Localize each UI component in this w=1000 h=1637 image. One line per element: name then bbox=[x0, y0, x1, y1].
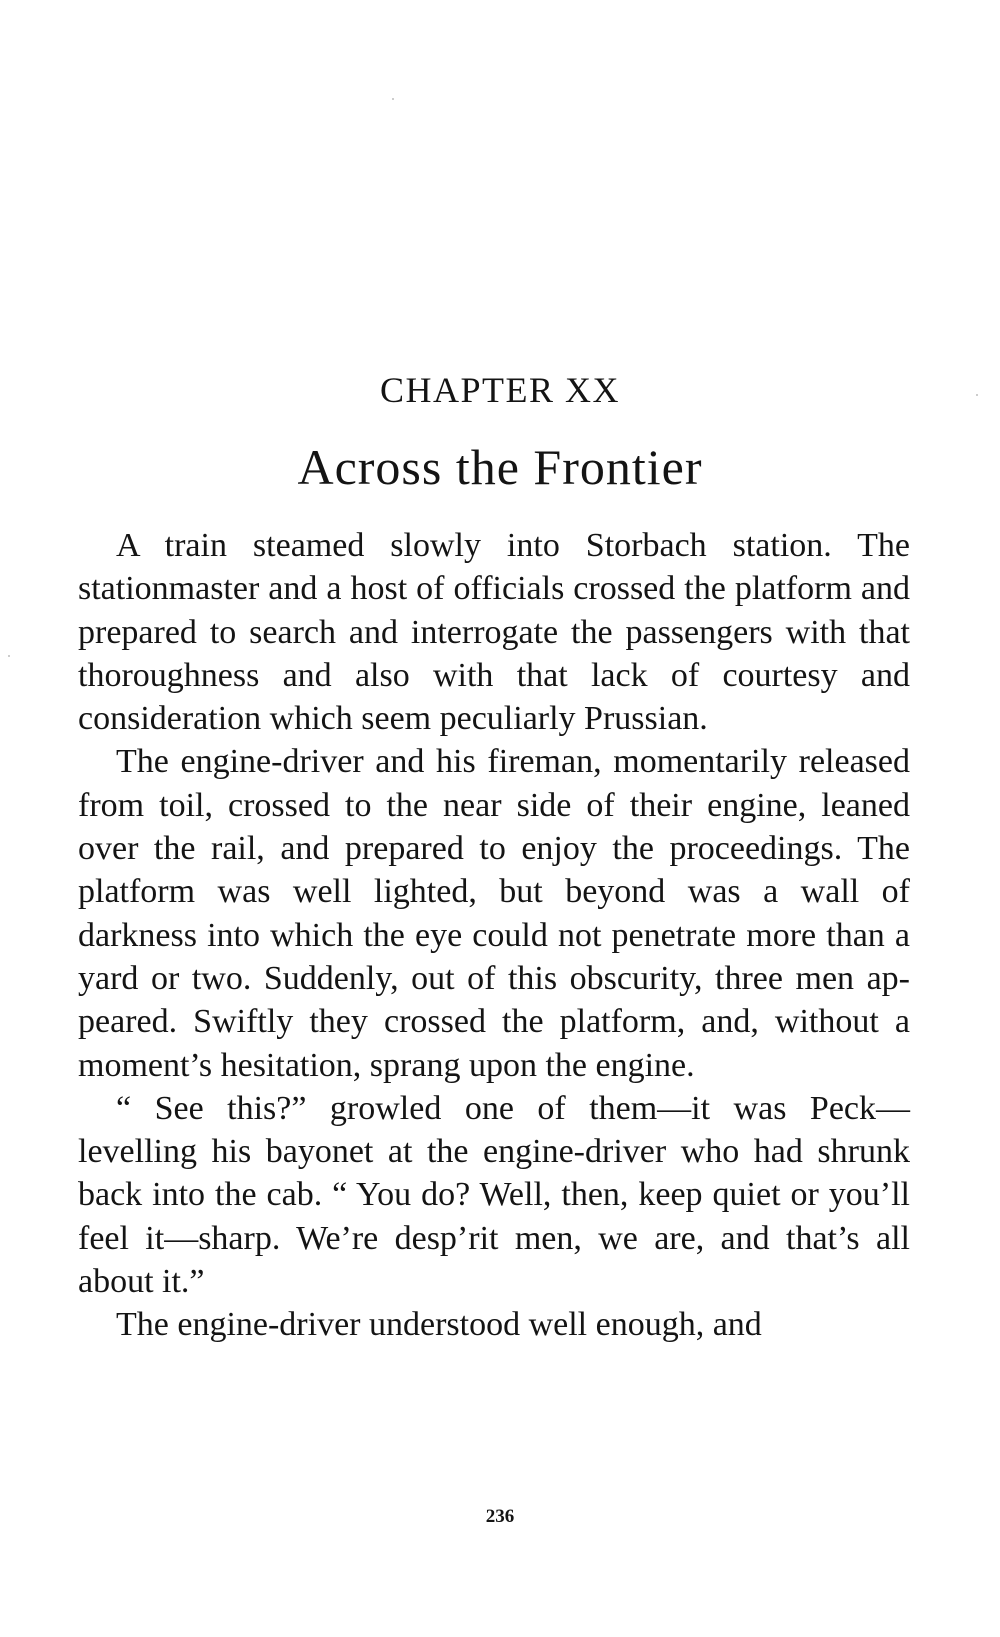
paragraph-2: The engine-driver and his fireman, momentarily released from toil, crossed to the near side of their engine, leaned over the rail, and prepared to enjoy the proceedings. The platform was well lighted, but beyond was a wall of darkness into which the eye could not penetrate more than a yard or two. Suddenly, out of this obscurity, three men appeared. Swiftly they crossed the platform, and, without a moment’s hesitation, sprang upon the engine. bbox=[78, 743, 910, 1084]
paper-speck bbox=[8, 655, 10, 657]
paragraph-3: “ See this?” growled one of them—it was Peck— levelling his bayonet at the engine-driver who had shrunk back into the cab. “ You do? Well, then, keep quiet or you’ll feel it—sharp. We’re desp’rit men, we are, and that’s all about it.” bbox=[78, 1089, 910, 1301]
paragraph-4: The engine-driver understood well enough, and bbox=[116, 1306, 762, 1344]
chapter-title: Across the Frontier bbox=[297, 439, 703, 495]
paragraph-1: A train steamed slowly into Storbach station. The stationmaster and a host of officials crossed the platform and prepared to search and interrogate the passengers with that thoroughness and also with that lack of courtesy and consideration which seem peculiarly Prussian. bbox=[78, 527, 910, 738]
body-text bbox=[78, 524, 910, 1347]
page-number: 236 bbox=[485, 1506, 515, 1527]
chapter-label: CHAPTER XX bbox=[379, 370, 621, 410]
paper-speck bbox=[392, 98, 394, 100]
